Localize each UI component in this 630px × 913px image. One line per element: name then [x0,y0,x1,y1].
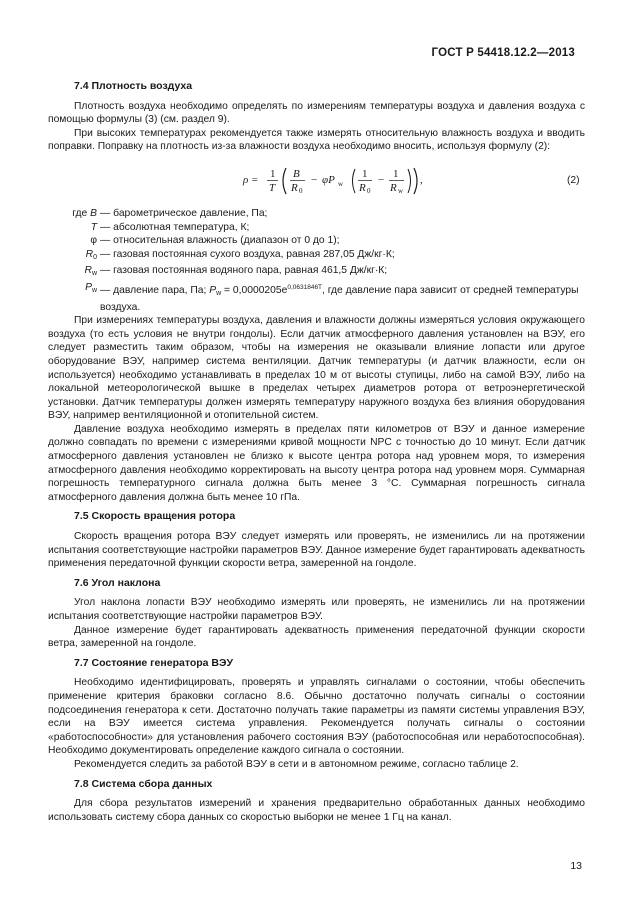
formula-R0-b-sub: 0 [367,186,371,195]
formula-Rw-sub: w [398,186,404,195]
paragraph: Для сбора результатов измерений и хранения предварительно обработанных данных необходимо использовать систему сбора данных со скоростью выборки не менее 1 Гц на канал. [48,798,585,823]
definition-symbol: где B [72,207,97,219]
definition-text: — давление пара, Па; $P_w = 0,0000205e^{0,0631846T}$, где давление пара зависит от средней температуры воздуха. [100,283,579,313]
formula-one-c: 1 [393,167,399,180]
definition-symbol: T [90,221,97,233]
paragraph: Плотность воздуха необходимо определять по измерениям температуры воздуха и давления воздуха с помощью формулы (3) (см. раздел 9). [48,100,585,126]
definition-row [48,248,585,265]
paragraph: Необходимо идентифицировать, проверять и управлять сигналами о состоянии, чтобы обеспечить применение критерия браковки согласно 8.6. Обычно достаточно получать сигналы о состоянии подсоединения генератора к сети. Достаточно получать такие параметры из памяти системы управления ВЭУ, если на ВЭУ имеется система управления. Рекомендуется получать сигналы о состоянии «работоспособности» для установления рабочего состояния ВЭУ (работоспособная или неработоспособная). Необходимо документировать определение каждого сигнала о состоянии. [48,677,585,757]
formula-phiPw-sub: w [338,179,344,188]
page-number: 13 [570,860,582,872]
formula-Rw: R [390,181,397,194]
formula-comma: , [420,173,423,186]
section-7-4-title: 7.4 Плотность воздуха [74,80,193,92]
variable-definitions [48,207,585,314]
definition-text: — газовая постоянная водяного пара, равная 461,5 Дж/кг·К; [100,265,388,277]
definition-text: — относительная влажность (диапазон от 0 до 1); [100,235,340,247]
definition-text: — газовая постоянная сухого воздуха, равная 287,05 Дж/кг·К; [100,248,395,260]
document-header: ГОСТ Р 54418.12.2—2013 [431,47,575,59]
paragraph: При высоких температурах рекомендуется также измерять относительную влажность воздуха и вводить поправки. Поправку на плотность из-за влажности воздуха необходимо вносить, используя формулу (2): [48,127,585,153]
formula-phiPw: φP [322,173,335,186]
formula-R0-sub: 0 [299,186,303,195]
definition-row [48,234,585,248]
formula-one-a: 1 [270,167,276,180]
paragraph: Рекомендуется следить за работой ВЭУ в сети и в автономном режиме, согласно таблице 2. [74,758,519,770]
formula-R0: R [291,181,298,194]
definition-symbol: $P_w$ [85,281,97,294]
paragraph: Давление воздуха необходимо измерять в пределах пяти километров от ВЭУ и данное измерение должно совпадать по времени с измерениями кривой мощности NPC с точностью до 10 минут. Если датчик атмосферного давления установлен не близко к высоте центра ротора над уровнем моря, то измерения атмосферного давления необходимо корректировать на высоту центра ротора над уровнем моря. Суммарная погрешность температурного сигнала должна быть менее 3 °С. Суммарная погрешность сигнала атмосферного давления должна быть менее 10 гПа. [48,423,585,503]
paragraph: Угол наклона лопасти ВЭУ необходимо измерять или проверять, не изменились ли на протяжении испытания соответствующие настройки параметров ВЭУ. [48,597,585,622]
section-7-8-title: 7.8 Система сбора данных [74,777,213,790]
paragraph: При измерениях температуры воздуха, давления и влажности должны измеряться условия окружающего воздуха (то есть условия не внутри гондолы). Если датчик атмосферного давления установлен на ВЭУ, его следует разместить таким образом, чтобы на измерения не оказывали влияние лопасти или другое оборудование ВЭУ, например система вентиляции. Датчик температуры (и датчик влажности, если он используется) необходимо устанавливать в пределах 10 м от высоты ступицы, либо на самой ВЭУ, либо на локальной метеорологической вышке в пределах четырех диаметров ротора от ветроэнергетической установки. Датчик температуры должен измерять температуру наружного воздуха без влияния оборудования ВЭУ, например вентиляционной и отопительной систем. [48,315,585,422]
definition-text: — абсолютная температура, К; [100,221,250,233]
page-content [48,80,585,824]
section-7-6-title: 7.6 Угол наклона [74,576,161,589]
formula-B: B [293,167,300,180]
formula-minus-a: − [311,173,318,186]
formula-2 [48,156,585,204]
definition-row [48,207,585,221]
formula-R0-b: R [359,181,366,194]
formula-graphic [48,156,585,204]
section-7-5-title: 7.5 Скорость вращения ротора [74,510,236,523]
formula-number: (2) [567,174,580,186]
definition-text: — барометрическое давление, Па; [100,207,268,219]
definition-row [48,281,585,314]
definition-row [48,264,585,281]
formula-rho: ρ = [243,173,259,186]
section-7-7-title: 7.7 Состояние генератора ВЭУ [74,656,233,669]
formula-one-b: 1 [362,167,368,180]
definition-symbol: $R_w$ [84,265,97,278]
paragraph: Данное измерение будет гарантировать адекватность применения передаточной функции скорости ветра, замеренной на гондоле. [48,624,585,650]
definition-symbol: $R_0$ [85,248,97,261]
definition-row [48,221,585,235]
formula-T: T [269,181,276,194]
paragraph: Скорость вращения ротора ВЭУ следует измерять или проверять, не изменились ли на протяжении испытания соответствующие настройки параметров ВЭУ. Данное измерение будет гарантировать адекватность применения передаточной функции скорости ветра, замеренной на гондоле. [48,531,585,570]
formula-minus-b: − [378,173,385,186]
definition-symbol: φ [90,235,97,247]
